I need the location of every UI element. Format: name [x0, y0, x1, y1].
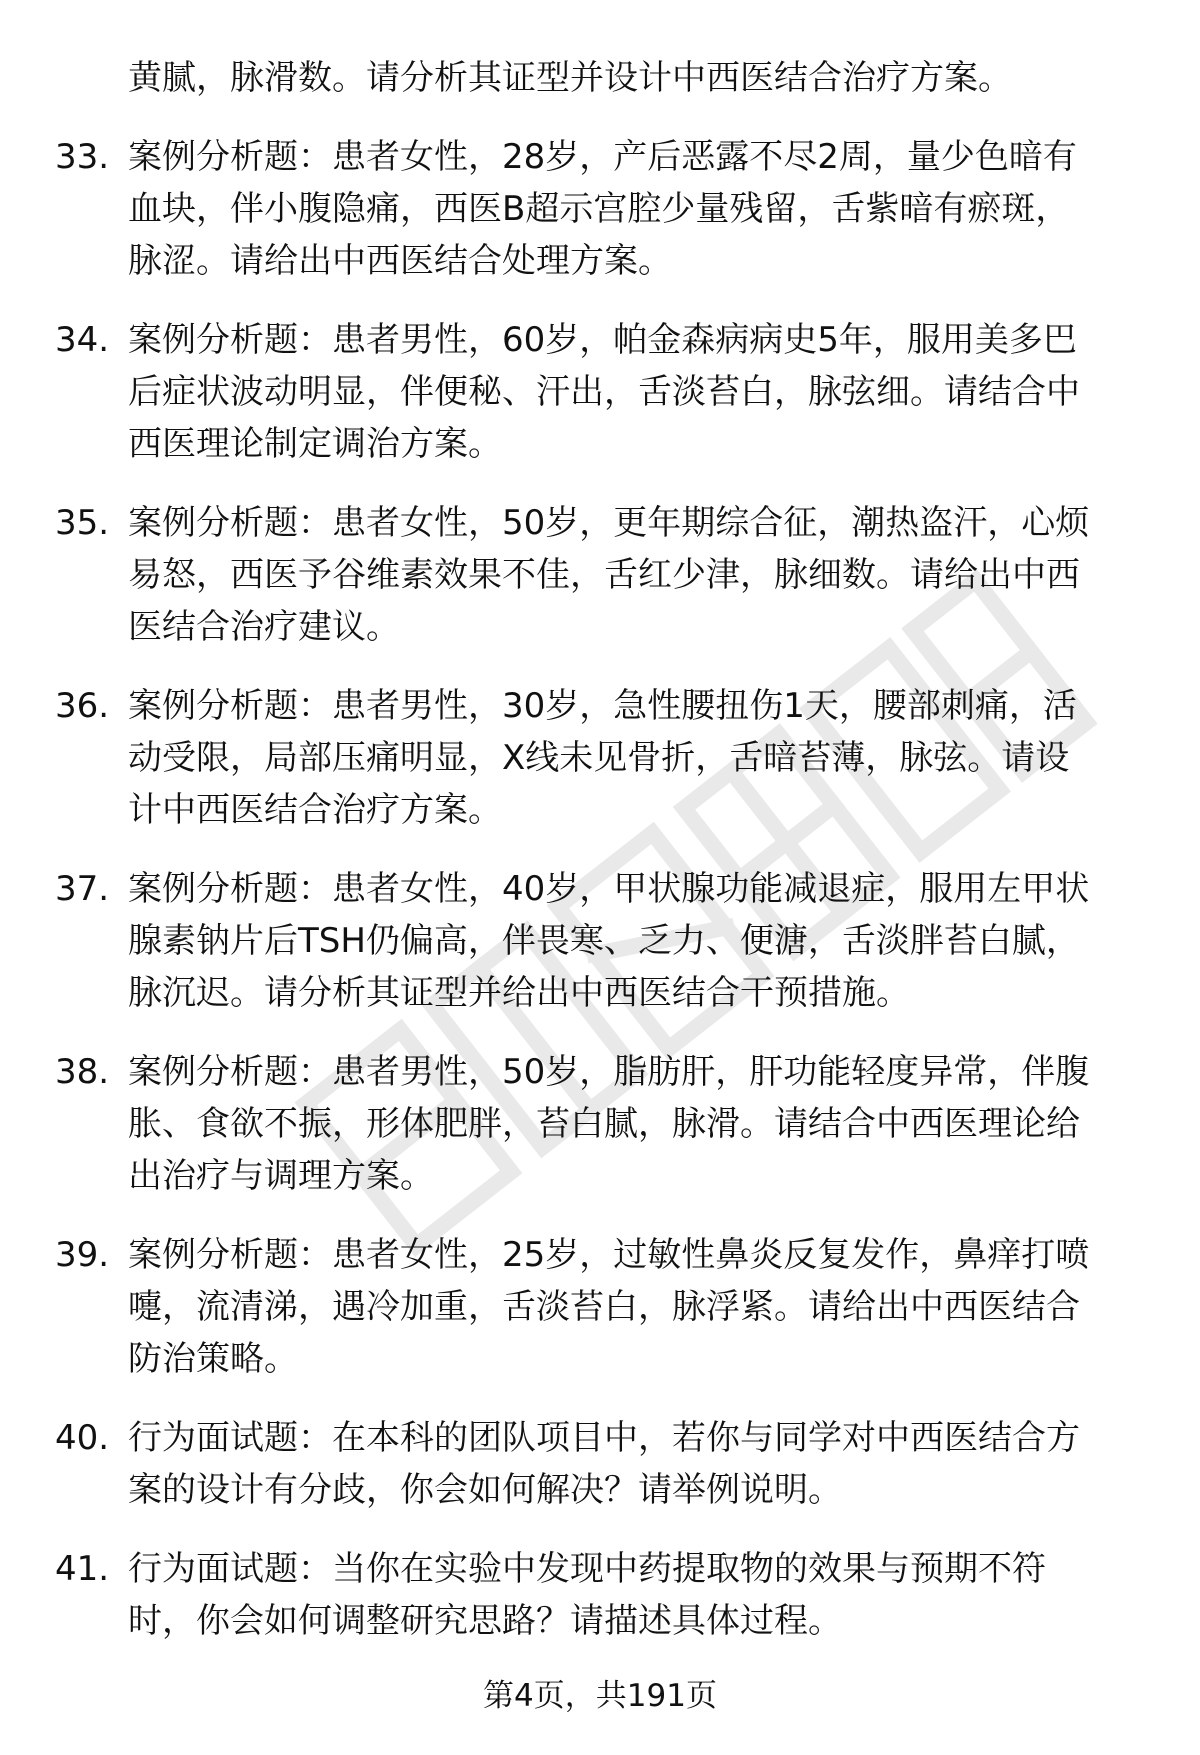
question-number: 39. [55, 1235, 110, 1275]
question-line: 腺素钠片后TSH仍偏高，伴畏寒、乏力、便溏，舌淡胖苔白腻， [128, 921, 1080, 961]
question-line: 案例分析题：患者女性，25岁，过敏性鼻炎反复发作，鼻痒打喷 [128, 1235, 1090, 1275]
question-line: 行为面试题：当你在实验中发现中药提取物的效果与预期不符 [128, 1549, 1046, 1589]
question-number: 36. [55, 686, 110, 726]
question-line: 案例分析题：患者男性，50岁，脂肪肝，肝功能轻度异常，伴腹 [128, 1052, 1090, 1092]
question-number: 40. [55, 1418, 110, 1458]
question-line: 医结合治疗建议。 [128, 607, 400, 647]
question-line: 案例分析题：患者女性，40岁，甲状腺功能减退症，服用左甲状 [128, 869, 1090, 909]
question-item-33 [55, 131, 1150, 287]
question-line: 胀、食欲不振，形体肥胖，苔白腻，脉滑。请结合中西医理论给 [128, 1104, 1080, 1144]
question-line: 出治疗与调理方案。 [128, 1156, 434, 1196]
question-item-39 [55, 1229, 1150, 1385]
question-number: 38. [55, 1052, 110, 1092]
question-text [128, 131, 1150, 287]
question-text [128, 680, 1150, 836]
question-text [128, 314, 1150, 470]
question-item-40 [55, 1412, 1150, 1516]
question-number: 33. [55, 137, 110, 177]
question-item-36 [55, 680, 1150, 836]
question-number: 41. [55, 1549, 110, 1589]
question-line: 动受限，局部压痛明显，X线未见骨折，舌暗苔薄，脉弦。请设 [128, 738, 1070, 778]
question-text [128, 863, 1150, 1019]
question-line: 西医理论制定调治方案。 [128, 424, 502, 464]
question-line: 案的设计有分歧，你会如何解决？请举例说明。 [128, 1470, 842, 1510]
question-list [55, 52, 1150, 1647]
question-number: 37. [55, 869, 110, 909]
question-line: 行为面试题：在本科的团队项目中，若你与同学对中西医结合方 [128, 1418, 1080, 1458]
question-line: 脉沉迟。请分析其证型并给出中西医结合干预措施。 [128, 973, 910, 1013]
question-item-34 [55, 314, 1150, 470]
question-line: 案例分析题：患者男性，60岁，帕金森病病史5年，服用美多巴 [128, 320, 1077, 360]
question-line: 时，你会如何调整研究思路？请描述具体过程。 [128, 1601, 842, 1641]
question-item-41 [55, 1543, 1150, 1647]
question-line: 血块，伴小腹隐痛，西医B超示宫腔少量残留，舌紫暗有瘀斑， [128, 189, 1070, 229]
question-text [128, 1412, 1150, 1516]
question-line: 嚏，流清涕，遇冷加重，舌淡苔白，脉浮紧。请给出中西医结合 [128, 1287, 1080, 1327]
page-footer: 第4页，共191页 [483, 1678, 717, 1714]
question-line: 案例分析题：患者女性，50岁，更年期综合征，潮热盗汗，心烦 [128, 503, 1090, 543]
question-line: 脉涩。请给出中西医结合处理方案。 [128, 241, 672, 281]
question-line: 案例分析题：患者女性，28岁，产后恶露不尽2周，量少色暗有 [128, 137, 1077, 177]
question-number: 34. [55, 320, 110, 360]
question-item-37 [55, 863, 1150, 1019]
question-item-38 [55, 1046, 1150, 1202]
question-line: 案例分析题：患者男性，30岁，急性腰扭伤1天，腰部刺痛，活 [128, 686, 1077, 726]
question-text [128, 1543, 1150, 1647]
question-line: 后症状波动明显，伴便秘、汗出，舌淡苔白，脉弦细。请结合中 [128, 372, 1080, 412]
question-line: 计中西医结合治疗方案。 [128, 790, 502, 830]
question-item-35 [55, 497, 1150, 653]
question-text [128, 1229, 1150, 1385]
question-line: 防治策略。 [128, 1339, 298, 1379]
question-text [128, 1046, 1150, 1202]
question-text [128, 497, 1150, 653]
question-number: 35. [55, 503, 110, 543]
continuation-line: 黄腻，脉滑数。请分析其证型并设计中西医结合治疗方案。 [128, 58, 1012, 98]
question-line: 易怒，西医予谷维素效果不佳，舌红少津，脉细数。请给出中西 [128, 555, 1080, 595]
